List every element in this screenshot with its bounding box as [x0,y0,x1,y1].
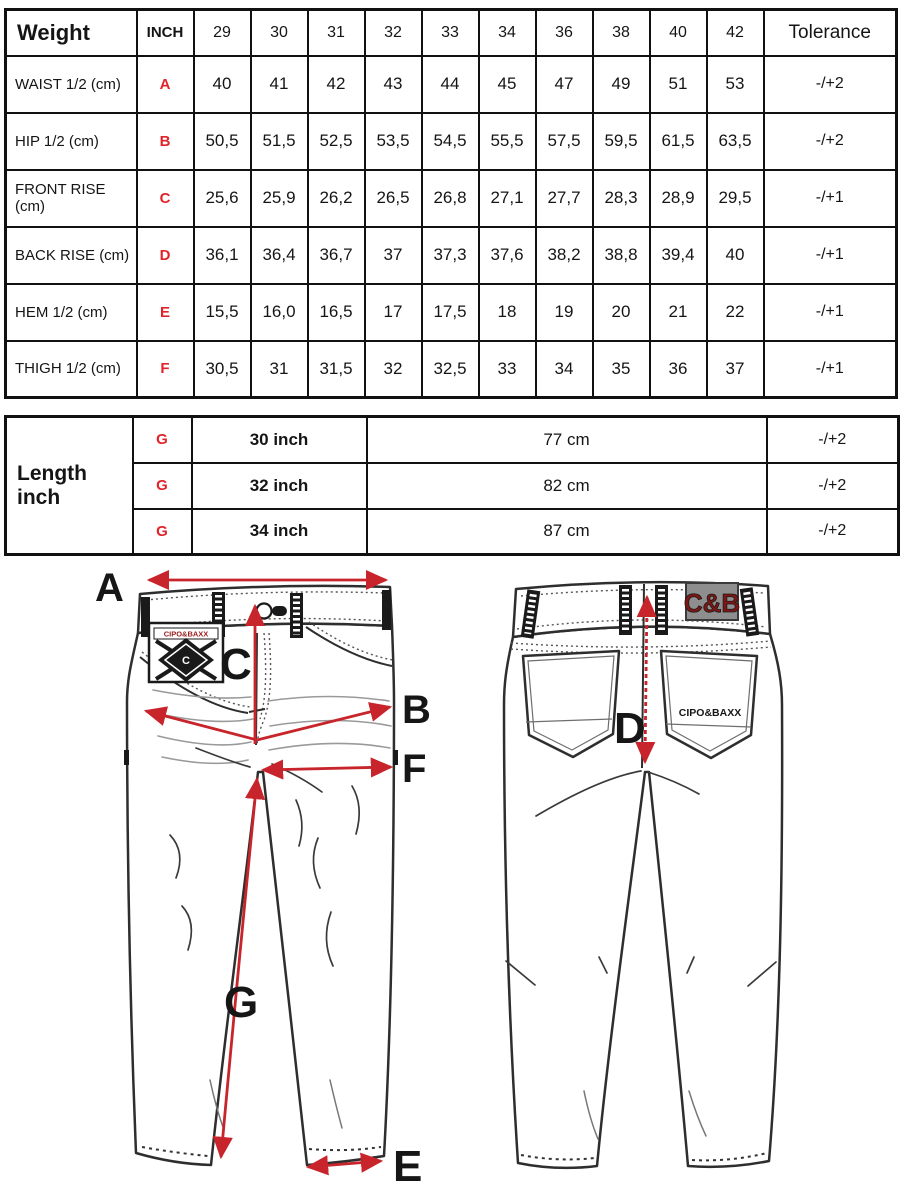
measurement-letter: E [137,284,194,341]
size-column-header: 32 [365,10,422,56]
measurement-value: 32 [365,341,422,398]
measurement-value: 28,3 [593,170,650,227]
tolerance-value: -/+2 [764,56,897,113]
inch-column-header: INCH [137,10,194,56]
measurement-value: 25,6 [194,170,251,227]
size-column-header: 36 [536,10,593,56]
front-brand-patch [149,623,223,682]
measurement-value: 27,7 [536,170,593,227]
measurement-value: 45 [479,56,536,113]
measurement-value: 17 [365,284,422,341]
measurement-value: 38,8 [593,227,650,284]
size-column-header: 34 [479,10,536,56]
size-column-header: 42 [707,10,764,56]
tolerance-value: -/+2 [764,113,897,170]
measurement-value: 25,9 [251,170,308,227]
measurement-letter: A [137,56,194,113]
measurement-label: THIGH 1/2 (cm) [6,341,137,398]
measurement-value: 33 [479,341,536,398]
measurement-value: 63,5 [707,113,764,170]
measurement-value: 37,6 [479,227,536,284]
measurement-label: HEM 1/2 (cm) [6,284,137,341]
measurement-value: 57,5 [536,113,593,170]
measurement-letter: C [137,170,194,227]
measurement-value: 51,5 [251,113,308,170]
letter-d: D [614,704,646,753]
measurement-value: 40 [194,56,251,113]
size-table-row [6,341,897,398]
tolerance-value: -/+1 [764,284,897,341]
measurement-value: 22 [707,284,764,341]
measurement-letter: B [137,113,194,170]
letter-c: C [220,640,252,689]
measurement-value: 26,2 [308,170,365,227]
size-table-row [6,170,897,227]
length-letter: G [133,509,192,555]
measurement-value: 29,5 [707,170,764,227]
measurement-value: 18 [479,284,536,341]
length-letter: G [133,463,192,509]
measurement-value: 49 [593,56,650,113]
length-cm-value: 77 cm [367,417,767,463]
measurement-value: 28,9 [650,170,707,227]
measurement-label: BACK RISE (cm) [6,227,137,284]
measurement-value: 42 [308,56,365,113]
front-logo-letter: C [182,655,190,667]
measurement-value: 20 [593,284,650,341]
measurement-label: WAIST 1/2 (cm) [6,56,137,113]
length-letter: G [133,417,192,463]
jeans-front-view [124,586,398,1165]
length-tolerance-value: -/+2 [767,417,899,463]
measurement-letter: D [137,227,194,284]
size-column-header: 29 [194,10,251,56]
back-brand-patch [684,583,740,620]
length-cm-value: 82 cm [367,463,767,509]
measurement-value: 31 [251,341,308,398]
measurement-value: 59,5 [593,113,650,170]
length-table-row [6,417,899,463]
size-table-row [6,284,897,341]
jeans-back-view [504,582,782,1168]
jeans-measurement-diagram [0,560,900,1200]
measurement-value: 16,0 [251,284,308,341]
tolerance-value: -/+1 [764,227,897,284]
tolerance-column-header: Tolerance [764,10,897,56]
measurement-value: 52,5 [308,113,365,170]
letter-a: A [95,566,124,610]
length-inch-value: 30 inch [192,417,367,463]
size-column-header: 40 [650,10,707,56]
measurement-value: 37,3 [422,227,479,284]
size-table [4,8,898,399]
front-patch-text: CIPO&BAXX [163,629,209,639]
measurement-value: 31,5 [308,341,365,398]
buttonhole [272,606,287,616]
size-column-header: 31 [308,10,365,56]
measurement-value: 30,5 [194,341,251,398]
measurement-value: 50,5 [194,113,251,170]
measurement-value: 53,5 [365,113,422,170]
measurement-letter: F [137,341,194,398]
measurement-value: 44 [422,56,479,113]
measurement-value: 26,8 [422,170,479,227]
measurement-value: 32,5 [422,341,479,398]
measurement-value: 26,5 [365,170,422,227]
measurement-value: 61,5 [650,113,707,170]
measurement-value: 21 [650,284,707,341]
back-pocket-brand-text: CIPO&BAXX [678,707,742,719]
measurement-value: 19 [536,284,593,341]
length-tolerance-value: -/+2 [767,509,899,555]
letter-e: E [393,1142,423,1191]
measurement-value: 16,5 [308,284,365,341]
length-table-row [6,509,899,555]
length-tolerance-value: -/+2 [767,463,899,509]
tolerance-value: -/+1 [764,170,897,227]
measurement-value: 35 [593,341,650,398]
measurement-value: 15,5 [194,284,251,341]
size-table-title: Weight [6,10,137,56]
back-patch-text: C&B [683,588,741,618]
length-table-body [6,417,899,555]
length-table-title: Length inch [6,417,133,555]
length-table [4,415,900,556]
size-table-row [6,113,897,170]
measurement-value: 41 [251,56,308,113]
measurement-value: 36,4 [251,227,308,284]
measurement-value: 55,5 [479,113,536,170]
measurement-value: 36 [650,341,707,398]
size-column-header: 38 [593,10,650,56]
letter-b: B [402,688,431,732]
measurement-value: 53 [707,56,764,113]
tolerance-value: -/+1 [764,341,897,398]
length-inch-value: 34 inch [192,509,367,555]
size-table-row [6,227,897,284]
size-table-row [6,56,897,113]
measurement-label: HIP 1/2 (cm) [6,113,137,170]
measurement-value: 40 [707,227,764,284]
letter-f: F [402,747,427,791]
measurement-value: 37 [365,227,422,284]
measurement-value: 36,1 [194,227,251,284]
measurement-value: 38,2 [536,227,593,284]
measurement-value: 43 [365,56,422,113]
length-cm-value: 87 cm [367,509,767,555]
measurement-value: 36,7 [308,227,365,284]
size-column-header: 33 [422,10,479,56]
measurement-value: 34 [536,341,593,398]
size-table-body [6,56,897,398]
measurement-value: 54,5 [422,113,479,170]
measurement-value: 47 [536,56,593,113]
size-column-header: 30 [251,10,308,56]
measurement-value: 27,1 [479,170,536,227]
measurement-value: 51 [650,56,707,113]
size-table-head [6,10,897,56]
measurement-value: 39,4 [650,227,707,284]
letter-g: G [224,978,259,1027]
waist-button [257,604,272,619]
length-table-row [6,463,899,509]
measurement-value: 37 [707,341,764,398]
measurement-value: 17,5 [422,284,479,341]
length-inch-value: 32 inch [192,463,367,509]
measurement-label: FRONT RISE (cm) [6,170,137,227]
